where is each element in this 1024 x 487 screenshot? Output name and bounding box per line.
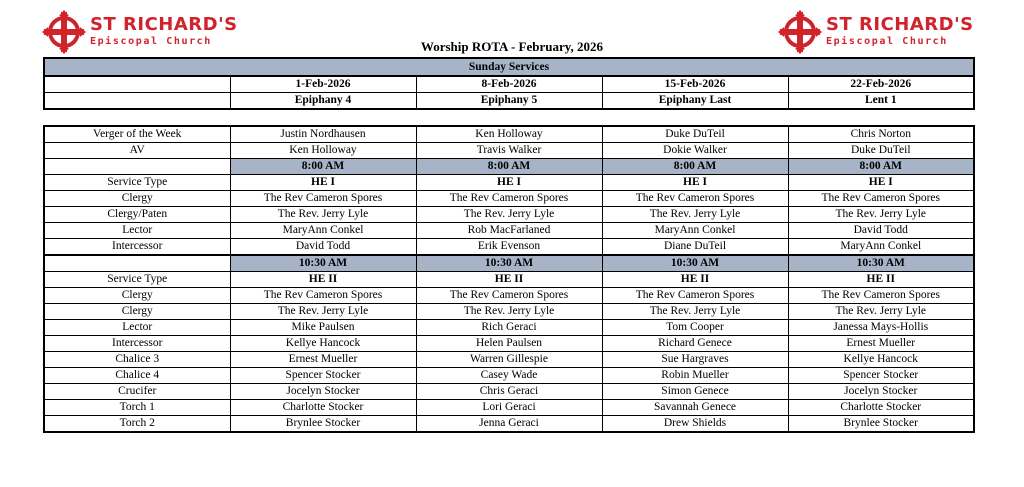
assignment-cell: The Rev. Jerry Lyle [602, 207, 788, 223]
role-label: Clergy [44, 304, 230, 320]
table-row [44, 352, 974, 368]
service-time-cell: 8:00 AM [230, 159, 416, 175]
occasion-cell: Epiphany 4 [230, 93, 416, 110]
occasion-cell: Epiphany Last [602, 93, 788, 110]
church-name: ST RICHARD'S [826, 14, 974, 35]
assignment-cell: Chris Geraci [416, 384, 602, 400]
role-label: Verger of the Week [44, 126, 230, 143]
table-row [44, 288, 974, 304]
time-blank [44, 159, 230, 175]
table-row [44, 400, 974, 416]
role-label: Chalice 4 [44, 368, 230, 384]
table-row [44, 272, 974, 288]
assignment-cell: The Rev Cameron Spores [416, 191, 602, 207]
assignment-cell: Travis Walker [416, 143, 602, 159]
assignment-cell: HE I [788, 175, 974, 191]
role-label: Intercessor [44, 239, 230, 256]
assignment-cell: Jenna Geraci [416, 416, 602, 433]
service-time-cell: 8:00 AM [416, 159, 602, 175]
assignment-cell: Charlotte Stocker [788, 400, 974, 416]
service-time-cell: 10:30 AM [788, 255, 974, 272]
table-row [44, 239, 974, 256]
section-band: Sunday Services [44, 58, 974, 76]
assignment-cell: HE I [416, 175, 602, 191]
service-time-cell: 10:30 AM [602, 255, 788, 272]
assignment-cell: The Rev Cameron Spores [788, 191, 974, 207]
church-subtitle: Episcopal Church [826, 36, 948, 47]
assignment-cell: Rich Geraci [416, 320, 602, 336]
assignment-cell: The Rev. Jerry Lyle [788, 304, 974, 320]
date-cell: 22-Feb-2026 [788, 76, 974, 93]
table-row [44, 223, 974, 239]
assignment-cell: Justin Nordhausen [230, 126, 416, 143]
assignment-cell: Spencer Stocker [230, 368, 416, 384]
assignment-cell: The Rev. Jerry Lyle [788, 207, 974, 223]
assignment-cell: Casey Wade [416, 368, 602, 384]
assignment-cell: The Rev. Jerry Lyle [602, 304, 788, 320]
table-row [44, 304, 974, 320]
assignment-cell: HE I [602, 175, 788, 191]
role-label: Intercessor [44, 336, 230, 352]
occasion-cell: Lent 1 [788, 93, 974, 110]
role-label: Torch 1 [44, 400, 230, 416]
service-time-cell: 10:30 AM [416, 255, 602, 272]
assignment-cell: Duke DuTeil [788, 143, 974, 159]
table-row [44, 207, 974, 223]
assignment-cell: Jocelyn Stocker [230, 384, 416, 400]
header-blank [44, 76, 230, 93]
table-row [44, 416, 974, 433]
role-label: Chalice 3 [44, 352, 230, 368]
role-label: Crucifer [44, 384, 230, 400]
role-label: Clergy/Paten [44, 207, 230, 223]
assignment-cell: Jocelyn Stocker [788, 384, 974, 400]
table-row [44, 175, 974, 191]
assignment-cell: Drew Shields [602, 416, 788, 433]
assignment-cell: The Rev Cameron Spores [788, 288, 974, 304]
church-subtitle: Episcopal Church [90, 36, 212, 47]
assignment-cell: Janessa Mays-Hollis [788, 320, 974, 336]
table-row [44, 384, 974, 400]
assignment-cell: Lori Geraci [416, 400, 602, 416]
role-label: Lector [44, 320, 230, 336]
assignment-cell: HE II [788, 272, 974, 288]
assignment-cell: HE II [602, 272, 788, 288]
table-row [44, 368, 974, 384]
assignment-cell: MaryAnn Conkel [788, 239, 974, 256]
assignment-cell: Ernest Mueller [788, 336, 974, 352]
role-label: Clergy [44, 191, 230, 207]
occasion-cell: Epiphany 5 [416, 93, 602, 110]
role-label: Clergy [44, 288, 230, 304]
assignment-cell: David Todd [230, 239, 416, 256]
assignment-cell: The Rev Cameron Spores [602, 191, 788, 207]
header-blank [44, 93, 230, 110]
role-label: Service Type [44, 272, 230, 288]
assignment-cell: HE II [416, 272, 602, 288]
assignment-cell: Brynlee Stocker [788, 416, 974, 433]
rota-table [43, 125, 975, 433]
sunday-services-header [43, 57, 975, 110]
service-time-cell: 8:00 AM [602, 159, 788, 175]
assignment-cell: Ken Holloway [230, 143, 416, 159]
table-row [44, 126, 974, 143]
table-row [44, 336, 974, 352]
assignment-cell: Simon Genece [602, 384, 788, 400]
table-row [44, 143, 974, 159]
assignment-cell: HE I [230, 175, 416, 191]
assignment-cell: Ken Holloway [416, 126, 602, 143]
page-title: Worship ROTA - February, 2026 [420, 39, 604, 54]
service-time-row [44, 255, 974, 272]
role-label: Torch 2 [44, 416, 230, 433]
assignment-cell: Chris Norton [788, 126, 974, 143]
assignment-cell: MaryAnn Conkel [230, 223, 416, 239]
assignment-cell: David Todd [788, 223, 974, 239]
assignment-cell: The Rev. Jerry Lyle [416, 304, 602, 320]
role-label: Lector [44, 223, 230, 239]
table-row [44, 320, 974, 336]
assignment-cell: The Rev. Jerry Lyle [416, 207, 602, 223]
assignment-cell: The Rev Cameron Spores [602, 288, 788, 304]
assignment-cell: Erik Evenson [416, 239, 602, 256]
assignment-cell: Diane DuTeil [602, 239, 788, 256]
assignment-cell: Kellye Hancock [788, 352, 974, 368]
table-row [44, 191, 974, 207]
assignment-cell: The Rev Cameron Spores [230, 288, 416, 304]
service-time-cell: 8:00 AM [788, 159, 974, 175]
assignment-cell: Kellye Hancock [230, 336, 416, 352]
church-name: ST RICHARD'S [90, 14, 238, 35]
assignment-cell: The Rev. Jerry Lyle [230, 304, 416, 320]
assignment-cell: Robin Mueller [602, 368, 788, 384]
time-blank [44, 255, 230, 272]
assignment-cell: Richard Genece [602, 336, 788, 352]
assignment-cell: The Rev Cameron Spores [416, 288, 602, 304]
assignment-cell: Brynlee Stocker [230, 416, 416, 433]
assignment-cell: Sue Hargraves [602, 352, 788, 368]
assignment-cell: Ernest Mueller [230, 352, 416, 368]
assignment-cell: Helen Paulsen [416, 336, 602, 352]
assignment-cell: The Rev Cameron Spores [230, 191, 416, 207]
service-time-cell: 10:30 AM [230, 255, 416, 272]
assignment-cell: Charlotte Stocker [230, 400, 416, 416]
assignment-cell: HE II [230, 272, 416, 288]
date-cell: 15-Feb-2026 [602, 76, 788, 93]
assignment-cell: Spencer Stocker [788, 368, 974, 384]
assignment-cell: Mike Paulsen [230, 320, 416, 336]
date-cell: 1-Feb-2026 [230, 76, 416, 93]
assignment-cell: Duke DuTeil [602, 126, 788, 143]
service-time-row [44, 159, 974, 175]
assignment-cell: Dokie Walker [602, 143, 788, 159]
assignment-cell: Warren Gillespie [416, 352, 602, 368]
role-label: AV [44, 143, 230, 159]
assignment-cell: Tom Cooper [602, 320, 788, 336]
assignment-cell: Rob MacFarlaned [416, 223, 602, 239]
role-label: Service Type [44, 175, 230, 191]
assignment-cell: The Rev. Jerry Lyle [230, 207, 416, 223]
assignment-cell: MaryAnn Conkel [602, 223, 788, 239]
date-cell: 8-Feb-2026 [416, 76, 602, 93]
assignment-cell: Savannah Genece [602, 400, 788, 416]
